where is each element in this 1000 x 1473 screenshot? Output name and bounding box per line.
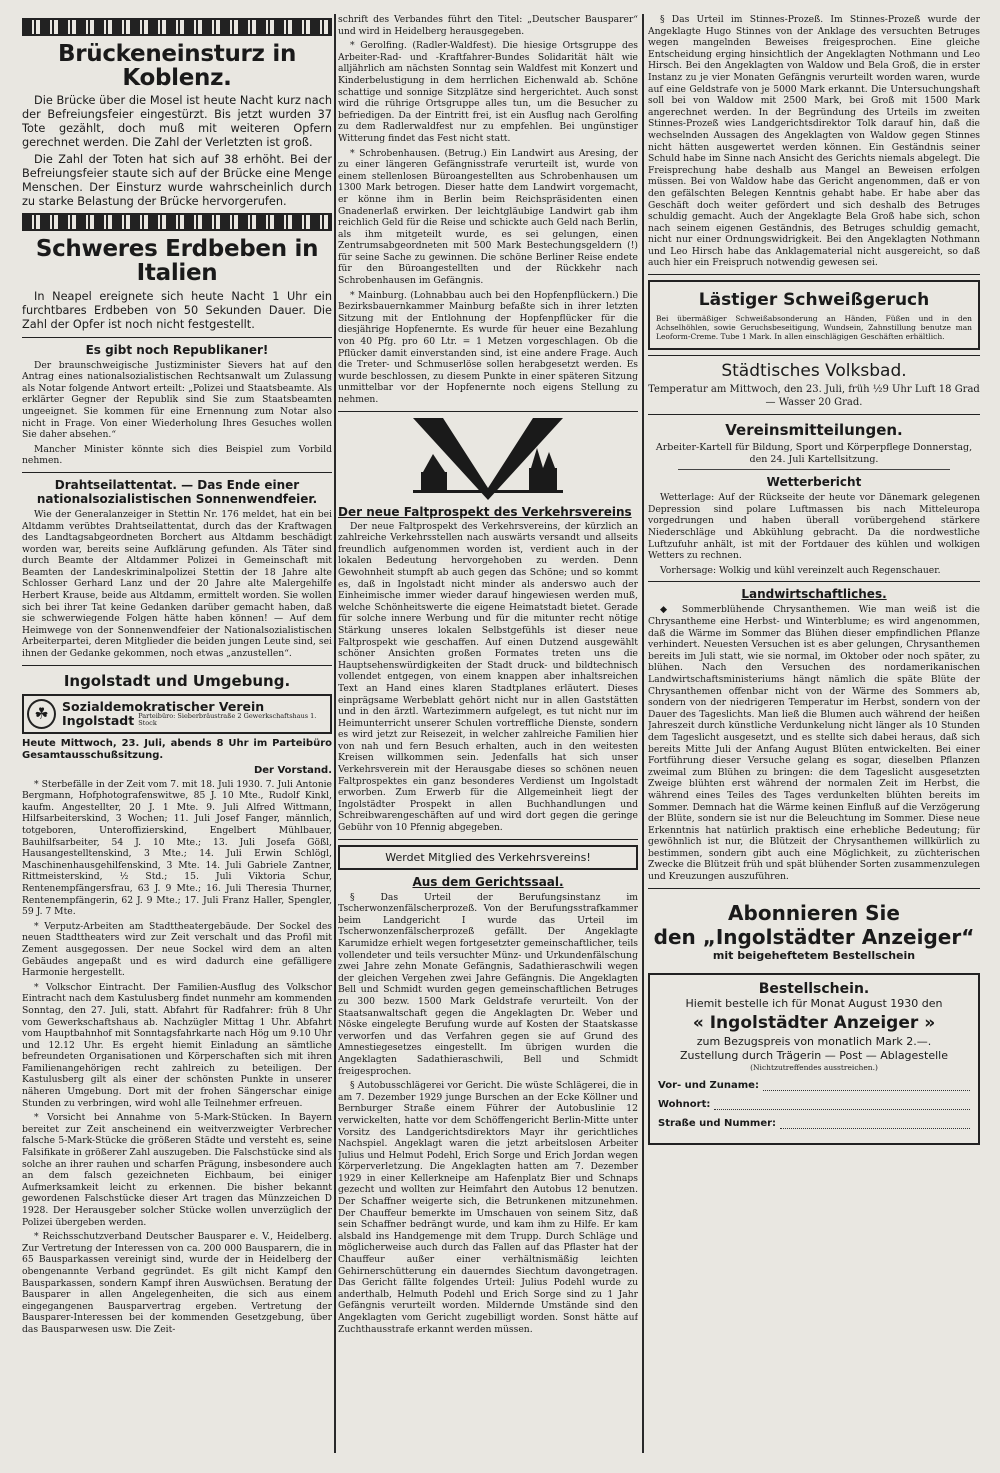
bridge-lead: Die Brücke über die Mosel ist heute Nacht kurz nach der Befreiungsfeier eingestürzt. Bis jetzt wurden 37 Tote gezählt, doch muß mit weiteren Opfern gerechnet werden. Die Zahl der Verletzten ist groß.	[22, 94, 332, 150]
divider	[22, 665, 332, 666]
spd-logo-box	[22, 694, 332, 734]
headline-verein: Vereinsmitteilungen.	[725, 421, 903, 440]
article-savers-cont: schrift des Verbandes führt den Titel: „Deutscher Bausparer“ und wird in Heidelberg herausgegeben.	[338, 14, 638, 37]
article-court-2: § Autobusschlägerei vor Gericht. Die wüste Schlägerei, die in am 7. Dezember 1929 junge Burschen an der Ecke Köllner und Bernburger Straße einem Führer der Autobuslinie 12 verwickelten, hatte vor dem Schöffengericht Berlin-Mitte unter Vorsitz des Landgerichtsdirektors Mayr ihr gerichtliches Nachspiel. Angeklagt waren die jetzt arbeitslosen Arbeiter Julius und Helmut Podehl, Erich Sorge und Erich Jordan wegen Körperverletzung. Die Angeklagten hatten am 7. Dezember 1929 in einer Kellerkneipe am Hafenplatz Bier und Schnaps gezecht und wollten zur Heimfahrt den Autobus 12 benutzen. Der Schaffner weigerte sich, die Betrunkenen mitzunehmen. Der Chauffeur bemerkte im Umschauen von seinem Sitz, daß sein Schaffner bedrängt wurde, und kam ihm zu Hilfe. Er kam alsbald ins Handgemenge mit dem Trupp. Durch Schläge und möglicherweise auch durch das Fallen auf das Pflaster hat der Chauffeur außer einer verhältnismäßig leichten Gehirnerschütterung ein dauerndes Siechtum davongetragen. Das Gericht fällte folgendes Urteil: Julius Podehl wurde zu anderthalb, Helmuth Podehl und Erich Sorge sind zu 1 Jahr Gefängnis verurteilt worden. Mildernde Umstände sind den Angeklagten vom Gericht zugebilligt worden. Sonst hätte auf Zuchthausstrafe erkannt werden müssen.	[338, 1080, 638, 1335]
divider	[338, 839, 638, 840]
order-price: zum Bezugspreis von monatlich Mark 2.—.	[696, 1034, 932, 1048]
article-prospekt: Der neue Faltprospekt des Verkehrsvereins, der kürzlich an zahlreiche Verkehrsstellen nach auswärts versandt und allseits freundlich aufgenommen worden ist, verdient auch in der lokalen Bedeutung hervorgehoben zu werden. Denn Gewohnheit stumpft ab auch gegen das Schöne; und so kommt es, daß in Ingolstadt nicht minder als anderswo auch der Einheimische immer wieder darauf hingewiesen werden muß, welche Schönheitswerte die eigene Heimatstadt bietet. Gerade für solche innere Werbung und für die mitunter recht nötige Stärkung unseres lokalen Selbstgefühls ist dieser neue Faltprospekt wie geschaffen. Auf einen Dutzend ausgewählt schöner Ansichten großen Formates treten uns die Hauptsehenswürdigkeiten der Stadt druck- und bildtechnisch vollendet entgegen, von einem knappen aber inhaltsreichen Text an Hand eines klaren Stadtplanes erläutert. Dieses einprägsame Werbeblatt gehört nicht nur in allen Gaststätten und in den ärztl. Wartezimmern aufgelegt, es tut nicht nur im Heimunterricht unserer Schulen vortreffliche Dienste, sondern es wird jetzt zur Reisezeit, in welcher zahlreiche Familien hier von nah und fern Besuch erhalten, auch in den weitesten Kreisen willkommen sein. Jedenfalls hat sich unser Verkehrsverein mit der Herausgabe dieses so schönen neuen Faltprospektes ein ganz besonderes Verdienst um Ingolstadt erworben. Zum Erwerb für die Allgemeinheit liegt der Ingolstädter Prospekt in allen Buchhandlungen und Schreibwarengeschäften auf und wird dort gegen die geringe Gebühr von 10 Pfennig abgegeben.	[338, 520, 638, 834]
article-deaths: * Sterbefälle in der Zeit vom 7. mit 18. Juli 1930. 7. Juli Antonie Bergmann, Hofphotografenswitwe, 85 J. 10 Mte., Rudolf Kinkl, kaufm. Angestellter, 20 J. 1 Mte. 9. Juli Alfred Wittmann, Hilfsarbeiterskind, 3 Wochen; 11. Juli Josef Fanger, männlich, totgeboren, Unteroffizierskind, Engelbert Mühlbauer, Bauhilfsarbeiter, 54 J. 10 Mte.; 13. Juli Josefa Gößl, Hausangestelltenskind, 3 Mte.; 14. Juli Erwin Schlögl, Maschinenhausgehilfenskind, 3 Mte. 14. Juli Gabriele Zantner, Rittmeisterskind, ½ Std.; 15. Juli Viktoria Schur, Rentenempfängersfrau, 63 J. 9 Mte.; 16. Juli Theresia Thurner, Rentenempfängerin, 62 J. 9 Mte.; 17. Juli Franz Haller, Spengler, 59 J. 7 Mte.	[22, 778, 332, 918]
ornament-border	[22, 213, 332, 231]
subscription-ad	[648, 901, 980, 963]
article-theater: * Verputz-Arbeiten am Stadttheatergebäude. Der Sockel des neuen Stadttheaters wird zur Zeit verschalt und das Profil mit Zement ausgegossen. Der neue Sockel wird dem an alten Gebäudes angepaßt und es wird dadurch eine gefälligere Harmonie hergestellt.	[22, 920, 332, 979]
article-mainburg: * Mainburg. (Lohnabbau auch bei den Hopfenpflückern.) Die Bezirksbauernkammer Mainburg befaßte sich in ihrer letzten Sitzung mit der Entlohnung der Hopfenpflücker für die diesjährige Hopfenernte. Es wurde für heuer eine Bezahlung von 40 Pfg. pro 60 Ltr. = 1 Metzen vorgeschlagen. Ob die Pflücker damit einverstanden sind, ist eine andere Frage. Auch die Treter- und Schmuserlöse sollen herabgesetzt werden. Es wurde beschlossen, zu diesem Punkte in einer späteren Sitzung unmittelbar vor der Hopfenernte noch eigens Stellung zu nehmen.	[338, 289, 638, 405]
divider	[648, 581, 980, 582]
article-republikaner-end: Mancher Minister könnte sich dies Beispiel zum Vorbild nehmen.	[22, 443, 332, 467]
residence-field-label: Wohnort:	[658, 1098, 711, 1110]
ad-schweiss-text: Bei übermäßiger Schweißabsonderung an Händen, Füßen und in den Achselhöhlen, sowie Geruchsbeseitigung, Wundsein, Zahnstillung benutze man Leoform-Creme. Tube 1 Mark. In allen einschlägigen Geschäften erhältlich.	[656, 314, 972, 342]
article-drahtseil: Wie der Generalanzeiger in Stettin Nr. 176 meldet, hat ein bei Altdamm verübtes Drahtseilattentat, durch das der Kraftwagen des Landtagsabgeordneten Borchert aus Altdamm beschädigt worden war, bereits seine Aufklärung gefunden. Als Täter sind durch Beamte der Altdammer Polizei in Gemeinschaft mit Beamten der Landeskriminalpolizei Stettin der 18 Jahre alte Schlosser Gerhard Lanz und der 20 Jahre alte Malergehilfe Herbert Krause, beide aus Altdamm, ermittelt worden. Sie wollen sich bei ihrer Tat keine Gedanken darüber gemacht haben, daß sie schwerwiegende Folgen hätte haben können! — Auf dem Heimwege von der Sonnenwendfeier der Nationalsozialistischen Arbeiterpartei, deren Mitglieder die beiden jungen Leute sind, sei ihnen der Gedanke gekommen, noch etwas „anzustellen“.	[22, 508, 332, 660]
article-court-1: § Das Urteil der Berufungsinstanz im Tscherwonzenfälscherprozeß. Von der Berufungsstrafkammer beim Landgericht I wurde das Urteil im Tscherwonzenfälscherprozeß gefällt. Der Angeklagte Karumidze erhielt wegen fortgesetzter gemeinschaftlicher, teils vollendeter und teils versuchter Münz- und Urkundenfälschung zwei Jahre zehn Monate Gefängnis, Sadathieraschwili wegen der gleichen Vergehen zwei Jahre Gefängnis. Die Angeklagten Bell und Schmidt wurden gegen gemeinschaftlichen Betruges zu 300 bezw. 1500 Mark Geldstrafe verurteilt. Von der Staatsanwaltschaft gegen die Angeklagten Dr. Weber und Nöske eingelegte Berufung wurde auf Kosten der Staatskasse verworfen und das Verfahren gegen sie auf Grund des Amnestiegesetzes eingestellt. Im übrigen wurden die Angeklagten Sadathieraschwili, Bell und Schmidt freigesprochen.	[338, 891, 638, 1077]
logo-address: Parteibüro: Sieberbräustraße 2 Gewerkschaftshaus 1. Stock	[138, 711, 317, 728]
divider	[648, 888, 980, 889]
headline-local: Ingolstadt und Umgebung.	[63, 671, 291, 690]
divider	[648, 414, 980, 415]
order-delivery: Zustellung durch Trägerin — Post — Ablagestelle	[679, 1048, 949, 1062]
order-title: Bestellschein.	[758, 980, 870, 997]
headline-prospekt: Der neue Faltprospekt des Verkehrsvereins	[338, 504, 632, 519]
article-coins: * Vorsicht bei Annahme von 5-Mark-Stücken. In Bayern bereitet zur Zeit anscheinend ein weitverzweigter Verbrecher falsche 5-Mark-Stücke die größeren Städte und versteht es, seine Falsifikate in größerer Zahl auszugeben. Die Falschstücke sind als solche an ihrer rauhen und scharfen Prägung, insbesondere auch an dem falsch gezeichneten Eichbaum, bei einiger Aufmerksamkeit leicht zu erkennen. Die bisher bekannt gewordenen Falschstücke dieser Art tragen das Münzzeichen D 1928. Der Herausgeber solcher Stücke wollen unverzüglich der Polizei übergeben werden.	[22, 1112, 332, 1228]
street-field[interactable]	[780, 1118, 970, 1129]
name-field-label: Vor- und Zuname:	[658, 1079, 759, 1091]
article-republikaner: Der braunschweigische Justizminister Sievers hat auf den Antrag eines nationalsozialistischen Rechtsanwalt um Zulassung als Notar folgende Antwort erteilt: „Polizei und Staatsbeamte. Als erklärter Gegner der Republik sind Sie zum Staatsbeamten ungeeignet. Sie kommen für eine Ernennung zum Notar also nicht in Frage. Von einer Wiederholung Ihres Gesuches wollen Sie daher absehen.“	[22, 359, 332, 441]
column-3	[648, 14, 980, 1453]
divider	[648, 355, 980, 356]
headline-republikaner: Es gibt noch Republikaner!	[85, 342, 269, 357]
logo-line-2: Ingolstadt	[62, 712, 135, 728]
article-choir: * Volkschor Eintracht. Der Familien-Ausflug des Volkschor Eintracht nach dem Kastulusberg findet nunmehr am kommenden Sonntag, den 27. Juli, statt. Abfahrt für Radfahrer: früh 8 Uhr vom Gewerkschaftshaus ab. Nachzügler Mittag 1 Uhr. Abfahrt vom Hauptbahnhof mit Sonntagsfahrkarte nach Hög um 9.10 Uhr und 12.12 Uhr. Es ergeht hiemit Einladung an sämtliche befreundeten Organisationen und Körperschaften sich mit ihren Familienangehörigen recht zahlreich zu beteiligen. Der Kastulusberg gilt als einer der schönsten Punkte in unserer näheren Umgebung. Dort mit der frohen Sängerschar einige Stunden zu verbringen, wird wohl alle Teilnehmer erfreuen.	[22, 981, 332, 1109]
article-savers: * Reichsschutzverband Deutscher Bausparer e. V., Heidelberg. Zur Vertretung der Interessen von ca. 200 000 Bausparern, die in 65 Bausparkassen vereinigt sind, wurde der in Heidelberg der obengenannte Verband gegründet. Es gilt nicht Kampf den Bausparkassen, sondern Kampf ihren Auswüchsen. Beratung der Bausparer in allen Angelegenheiten, die sich aus einem eingegangenen Bausparvertrag ergeben. Vertretung der Bausparer-Interessen bei der kommenden Gesetzgebung, über das Bausparwesen usw. Die Zeit-	[22, 1231, 332, 1335]
order-note: (Nichtzutreffendes ausstreichen.)	[750, 1062, 878, 1072]
member-appeal: Werdet Mitglied des Verkehrsvereins!	[338, 845, 638, 870]
ornament-border	[22, 18, 332, 36]
headline-farm: Landwirtschaftliches.	[741, 587, 887, 602]
city-skyline-icon	[413, 418, 563, 500]
headline-earthquake: Schweres Erdbeben in Italien	[35, 236, 319, 287]
headline-court: Aus dem Gerichtssaal.	[412, 874, 564, 889]
divider	[22, 472, 332, 473]
verkehrsverein-emblem	[338, 418, 638, 500]
weather-text: Wetterlage: Auf der Rückseite der heute vor Dänemark gelegenen Depression sind polare Luftmassen bis nach Mitteleuropa vorgedrungen und haben überall vorübergehend stärkere Niederschläge und Abkühlung gebracht. Da die nordwestliche Luftzufuhr anhält, ist mit der Fortdauer des kühlen und wolkigen Wetters zu rechnen.	[648, 492, 980, 562]
column-1	[22, 14, 332, 1453]
meeting-signature: Der Vorstand.	[253, 764, 332, 776]
street-field-label: Straße und Nummer:	[658, 1117, 777, 1129]
headline-bridge: Brückeneinsturz in Koblenz.	[57, 41, 297, 92]
weather-forecast: Vorhersage: Wolkig und kühl vereinzelt auch Regenschauer.	[660, 564, 941, 576]
column-2	[338, 14, 638, 1453]
bridge-update: Die Zahl der Toten hat sich auf 38 erhöht. Bei der Befreiungsfeier staute sich auf der Brücke eine Menge Menschen. Der Einsturz wurde wahrscheinlich durch zu starke Belastung der Brücke hervorgerufen.	[22, 153, 332, 209]
clover-icon: ☘	[27, 699, 56, 729]
column-rule	[334, 14, 336, 1453]
ad-schweiss-title: Lästiger Schweißgeruch	[698, 290, 930, 311]
order-line-1: Hiemit bestelle ich für Monat August 1930 den	[685, 996, 943, 1010]
article-stinnes: § Das Urteil im Stinnes-Prozeß. Im Stinnes-Prozeß wurde der Angeklagte Hugo Stinnes von der Anklage des versuchten Betruges wegen mangelnden Beweises freigesprochen. Eine gleiche Entscheidung erging hinsichtlich der Angeklagten Nothmann und Leo Hirsch. Bei den Angeklagten von Waldow und Bela Groß, die in erster Instanz zu je vier Monaten Gefängnis verurteilt worden waren, wurde auf eine Geldstrafe von je 5000 Mark erkannt. Die Untersuchungshaft soll bei von Waldow mit 2500 Mark, bei Groß mit 1500 Mark angerechnet werden. In der Begründung des Urteils im zweiten Stinnes-Prozeß wies Landgerichtsdirektor Tolk darauf hin, daß die wechselnden Aussagen des Angeklagten von Waldow gegen Stinnes nicht hätten ausgewertet werden können. Ein Geständnis seiner Schuld habe im Sinne nach Ansicht des Gerichts niemals abgelegt. Die Freisprechung habe deshalb aus Mangel an Beweisen erfolgen müssen. Bei von Waldow habe das Gericht angenommen, daß er von den gefälschten Belegen Kenntnis gehabt habe. Er habe aber das Geschäft doch weiter gefördert und sich deshalb des Betruges schuldig gemacht. Auch der Angeklagte Bela Groß habe sich, schon nach seinem eigenen Geständnis, des Betruges schuldig gemacht, nicht nur einer Ordnungswidrigkeit. Bei den Angeklagten Nothmann und Leo Hirsch habe das Anklagematerial nicht ausgereicht, so daß auch hier ein Freispruch notwendig gewesen sei.	[648, 14, 980, 269]
headline-drahtseil: Drahtseilattentat. — Das Ende einer nationalsozialistischen Sonnenwendfeier.	[36, 477, 318, 506]
residence-field[interactable]	[714, 1099, 970, 1110]
sub-headline-2: den „Ingolstädter Anzeiger“	[653, 924, 975, 949]
verein-text: Arbeiter-Kartell für Bildung, Sport und Körperpflege Donnerstag, den 24. Juli Kartellsitzung.	[655, 442, 973, 465]
divider	[678, 469, 950, 470]
article-schrobenhausen: * Schrobenhausen. (Betrug.) Ein Landwirt aus Aresing, der zu einer längeren Gefängnisstrafe verurteilt ist, wurde von einem stellenlosen Büroangestellten aus Schrobenhausen um 1300 Mark betrogen. Dieser hatte dem Landwirt vorgemacht, er könne ihm in Berlin beim Reichspräsidenten einen Gnadenerlaß erwirken. Der leichtgläubige Landwirt gab ihm reichlich Geld für die Reise und schickte auch Geld nach Berlin, als ihm mitgeteilt wurde, es sei gelungen, einen Zentrumsabgeordneten mit 500 Mark Bestechungsgeldern (!) für seine Sache zu gewinnen. Die schöne Berliner Reise endete für den Büroangestellten und der Rückkehr nach Schrobenhausen im Gefängnis.	[338, 147, 638, 287]
order-paper-name: « Ingolstädter Anzeiger »	[692, 1012, 936, 1033]
bath-text: Temperatur am Mittwoch, den 23. Juli, früh ½9 Uhr Luft 18 Grad — Wasser 20 Grad.	[648, 384, 980, 409]
sub-note: mit beigeheftetem Bestellschein	[712, 948, 916, 962]
bath-title: Städtisches Volksbad.	[721, 361, 907, 382]
divider	[22, 337, 332, 338]
article-chrysanthemen: ◆ Sommerblühende Chrysanthemen. Wie man weiß ist die Chrysantheme eine Herbst- und Winterblume; es wird angenommen, daß die Wärme im Sommer das Blühen dieser empfindlichen Pflanze verhindert. Neuesten Versuchen ist es aber gelungen, Chrysanthemen bereits im Juli statt, wie sie normal, im Oktober oder noch später, zu blühen. Nach den Versuchen des nordamerikanischen Landwirtschaftsministeriums hängt nämlich die späte Blüte der Chrysanthemen offenbar nicht von der Wärme des Sommers ab, sondern von der niedrigeren Temperatur im Herbst, sondern von der Dauer des Tageslichts. Man ließ die Blumen auch während der heißen Jahreszeit durch künstliche Verdunkelung nicht länger als 10 Stunden dem Tageslicht ausgesetzt, und es stellte sich dabei heraus, daß sich bereits Mitte Juli der Anfang August Blüten entwickelten. Bei einer Fortführung dieser Versuche gelang es sogar, dieselben Pflanzen zweimal zum Blühen zu bringen: die dem Tageslicht ausgesetzten Zweige blühten erst während der normalen Zeit im Herbst, die während eines Teiles des Tages verdunkelten blühten bereits im Sommer. Demnach hat die Wärme keinen Einfluß auf die Verzögerung der Blüte, sondern sie ist nur die Beleuchtung im Sommer. Diese neue Erkenntnis hat natürlich praktisch eine erhebliche Bedeutung; für gewöhnlich ist nur, die Blützeit der Chrysanthemen willkürlich zu bestimmen, sondern gibt auch eine Möglichkeit, zu züchterischen Zwecke die Blützeit früh und spät blühender Sorten zusammenzulegen und Kreuzungen auszuführen.	[648, 604, 980, 883]
residence-field-row[interactable]	[658, 1099, 970, 1110]
name-field[interactable]	[763, 1080, 970, 1091]
divider	[338, 411, 638, 412]
sub-headline-1: Abonnieren Sie	[728, 900, 900, 925]
meeting-notice: Heute Mittwoch, 23. Juli, abends 8 Uhr im Parteibüro Gesamtausschußsitzung.	[22, 737, 332, 761]
logo-line-1: Sozialdemokratischer Verein	[62, 698, 265, 714]
column-rule	[642, 14, 644, 1453]
divider	[648, 274, 980, 275]
article-gerolfing: * Gerolfing. (Radler-Waldfest). Die hiesige Ortsgruppe des Arbeiter-Rad- und -Kraftfahrer-Bundes Solidarität hält wie alljährlich am nächsten Sonntag sein Waldfest mit Konzert und Kinderbelustigung in dem herrlichen Eichenwald ab. Schöne schattige und sonnige Sitzplätze sind hergerichtet. Auch sonst wird die rührige Ortsgruppe alles tun, um die Besucher zu befriedigen. Da der Eintritt frei, ist ein Ausflug nach Gerolfing zu dem Radlerwaldfest nur zu empfehlen. Bei ungünstiger Witterung findet das Fest nicht statt.	[338, 40, 638, 144]
street-field-row[interactable]	[658, 1118, 970, 1129]
order-form	[648, 973, 980, 1145]
headline-weather: Wetterbericht	[766, 475, 862, 490]
earthquake-lead: In Neapel ereignete sich heute Nacht 1 Uhr ein furchtbares Erdbeben von 50 Sekunden Dauer. Die Zahl der Opfer ist noch nicht festgestellt.	[22, 289, 332, 331]
name-field-row[interactable]	[658, 1080, 970, 1091]
ad-schweiss	[648, 280, 980, 350]
